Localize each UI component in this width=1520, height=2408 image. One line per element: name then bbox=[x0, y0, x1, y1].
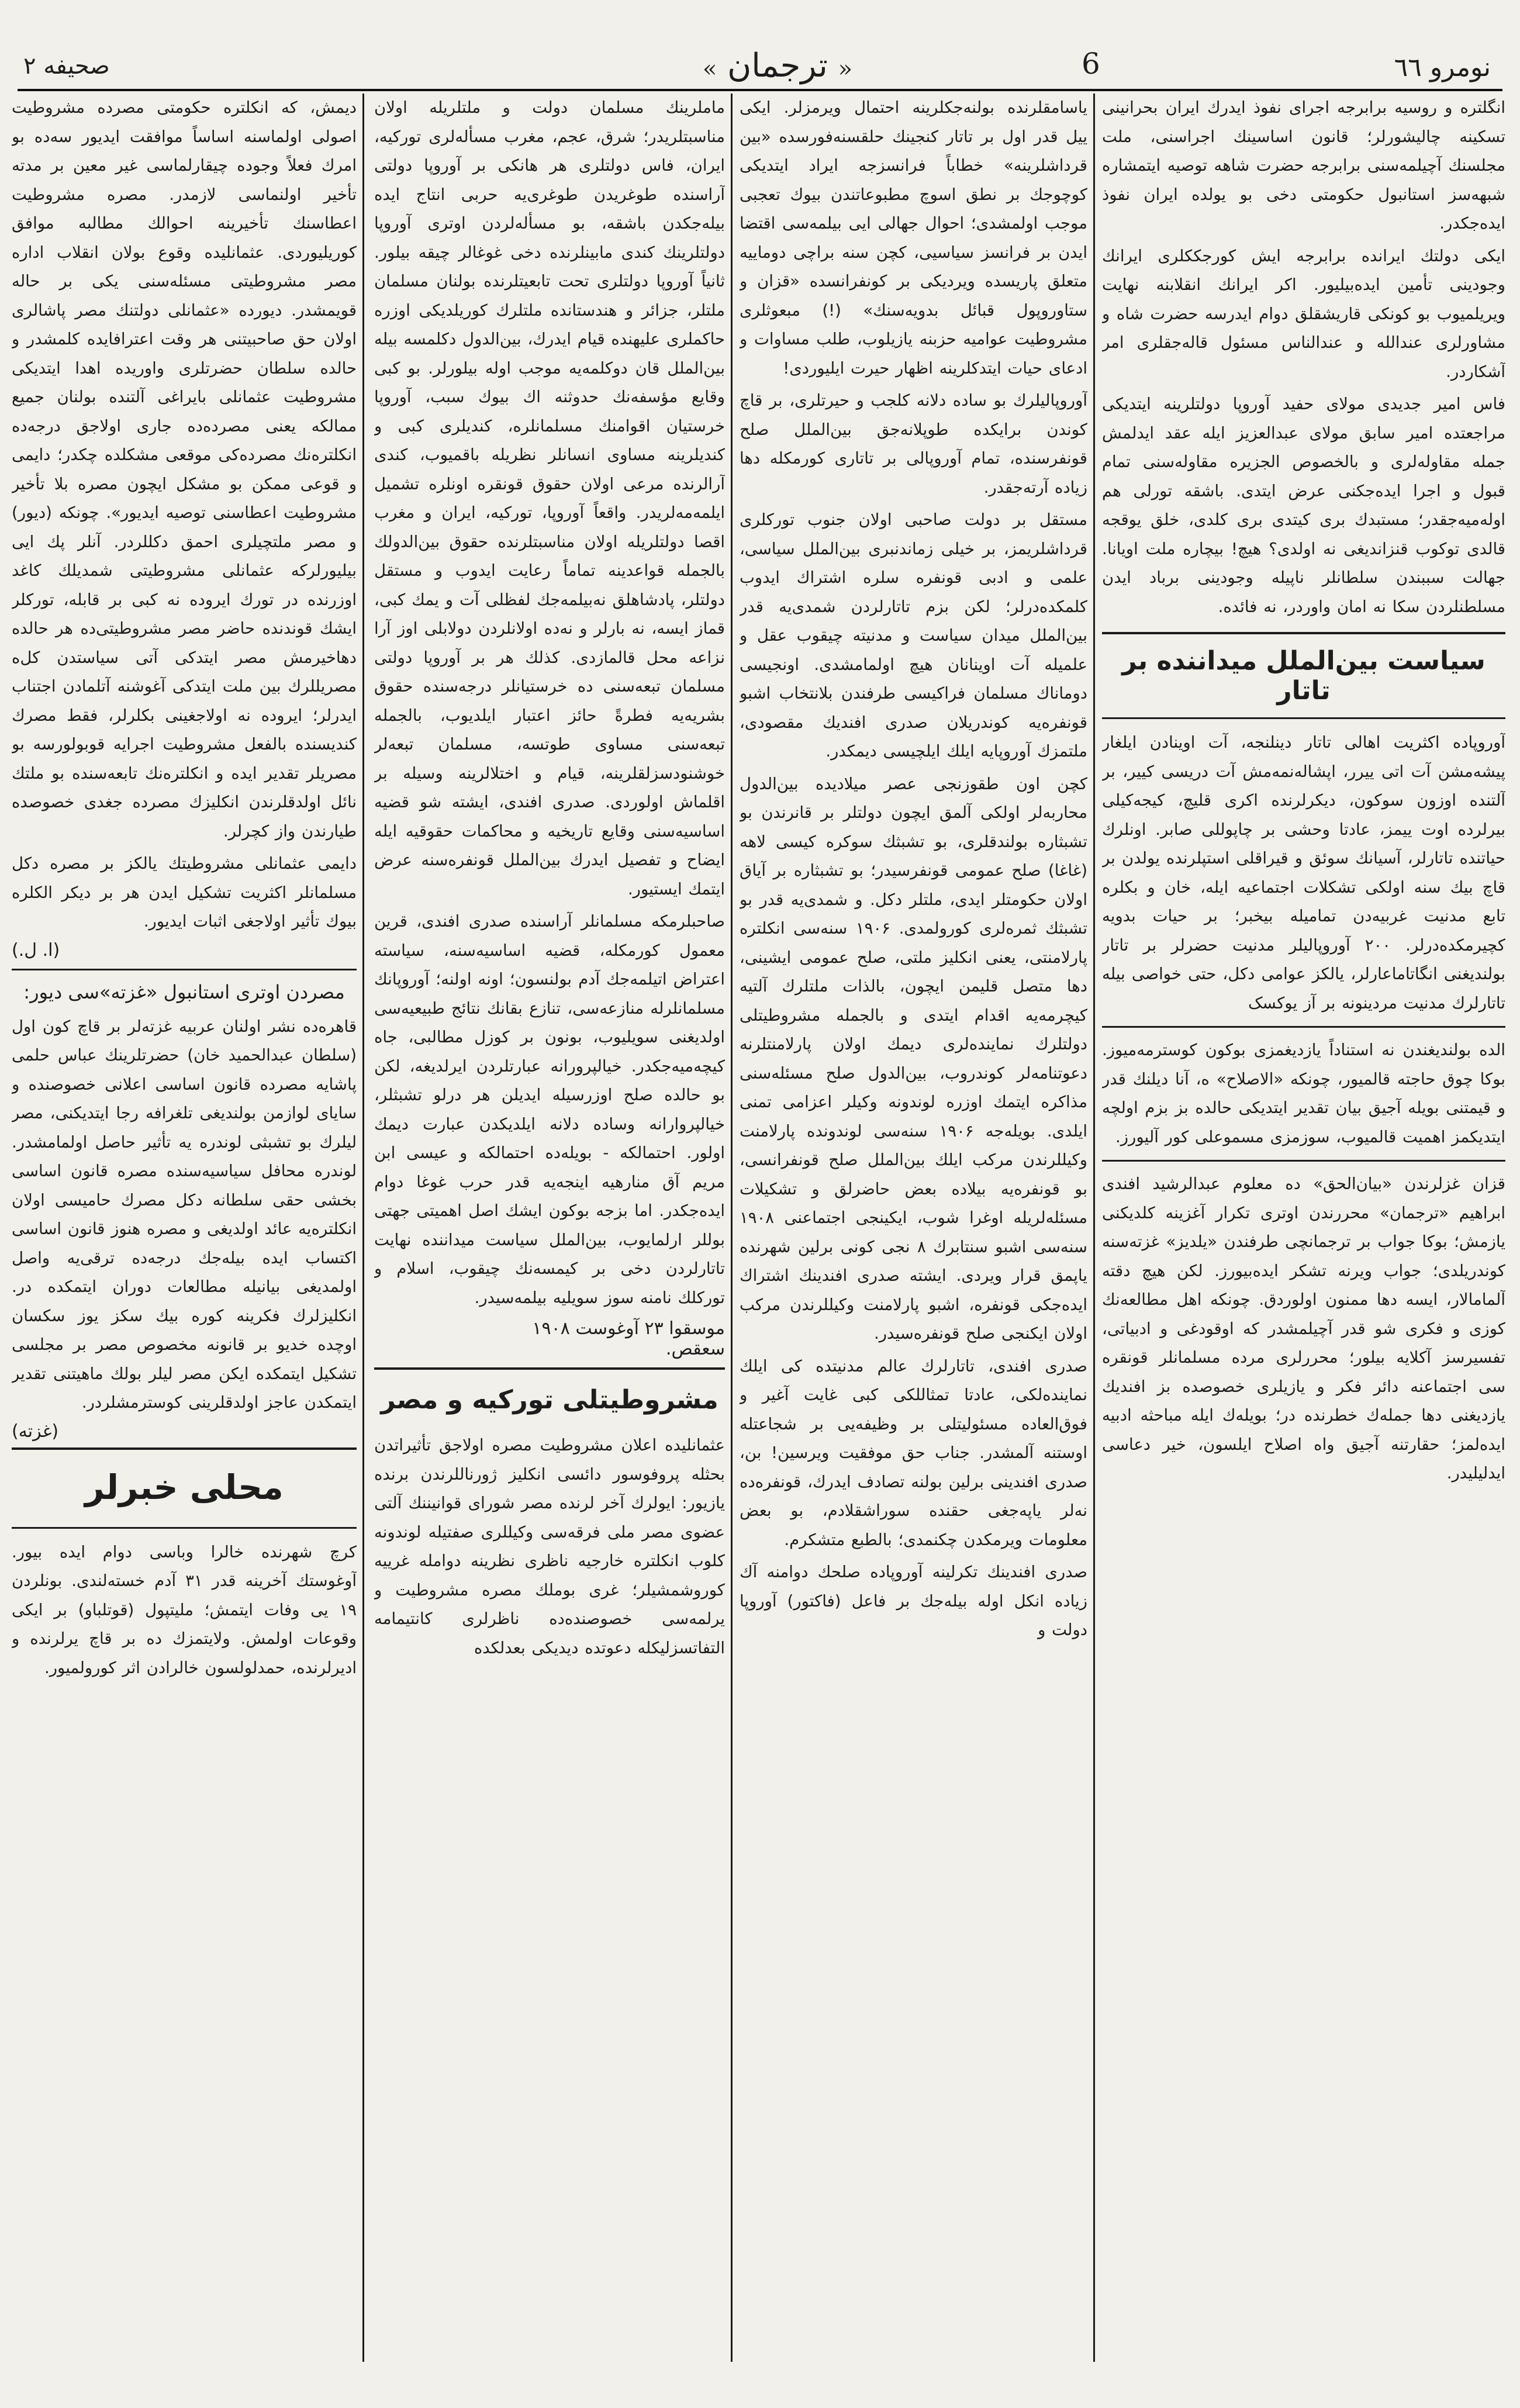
ornament-right-icon: » bbox=[702, 56, 717, 82]
article-dateline: موسقوا ۲۳ آوغوست ۱۹۰۸ bbox=[532, 1318, 725, 1339]
article-attribution: (ا. ل.) bbox=[12, 939, 60, 961]
masthead bbox=[678, 47, 877, 85]
column-2 bbox=[740, 94, 1087, 2374]
section-rule bbox=[374, 1367, 725, 1370]
column-rule-2 bbox=[731, 94, 733, 2362]
article-paragraph: صدری افندینك تکرلینه آوروپاده صلحك دوامنه آك زیاده انکل اوله بیله‌جك بر فاعل (فاکتور) آوروپا دولت و bbox=[740, 1563, 1087, 1639]
column-1 bbox=[1102, 94, 1505, 2374]
handwritten-page-number: 6 bbox=[1082, 47, 1100, 81]
masthead-title: ترجمان bbox=[727, 47, 828, 85]
issue-number: نومرو ٦٦ bbox=[1394, 53, 1491, 82]
article-paragraph: صدری افندی، تاتارلرك عالم مدنیتده کی ایلك نماینده‌لکی، عادتا تمثاللکی کبی غایت آغیر و فوق‌العاده مسئولیتلی بر وظیفه‌یی بر شجاعتله اوستنه آلمشدر. جناب حق موفقیت ویرسین! بن، صدری افندینی برلین بولنه تصادف ایدرك، قونفره‌ده نه‌لر یاپه‌جغی حقنده سوراشقلادم، بو بعض معلومات ویرمکدن چکنمدی؛ بالطبع متشکرم. bbox=[740, 1356, 1087, 1549]
article-paragraph: ایکی دولتك ایرانده برابرجه ایش کورجککلری ایرانك وجودینی تأمین ایده‌بیلیور. اکر ایرانك انقلابنه نهایت ویریلمیوب بو کونکی قاریشقلق دوام ایدرسه حضرت شاه و مشاورلری عندالله و عندالناس مسئول قاله‌جقلری امر آشکاردر. bbox=[1102, 246, 1505, 381]
section-rule bbox=[1102, 1026, 1505, 1028]
article-signature: سعقص. bbox=[665, 1339, 725, 1359]
article-heading: مشروطیتلی تورکیه و مصر bbox=[381, 1385, 718, 1415]
article-paragraph: یاسامقلرنده بولنه‌جکلرینه احتمال ویرمزلر. ایکی ییل قدر اول بر تاتار کنجینك حلقسنه‌فورسده «بین قرداشلرینه» خطاباً فرانسزجه ایراد ایتدیکی کوچوجك بر نطق اسوچ مطبوعاتندن بیوك تعجبی موجب اولمشدی؛ احوال جهالی ایی بیلمه‌سی اقتضا ایدن بر فرانسز سیاسیی، کچن سنه براچی دوماییه متعلق پاریسده ویردیکی بر کونفرانسده «قزان و ستاوروپول قبائل بدویه‌سنك» (!) مبعوثلری مشروطیت عوامیه حزبنه یازیلوب، طلب مساوات و ادعای حیات ایتدکلرینه اظهار حیرت ایلیوردی! bbox=[740, 98, 1087, 378]
column-rule-3 bbox=[362, 94, 364, 2362]
article-paragraph: کرچ شهرنده خالرا وباسی دوام ایده بیور. آوغوستك آخرینه قدر ۳۱ آدم خسته‌لندی. بونلردن ۱۹ یی وفات ایتمش؛ ملیتپول (قوتلباو) بر ایکی وقوعات اولمش. ولایتمزك ده بر قاچ یرلرنده و ادیرلرنده، حمدلولسون خالرادن اثر کورولمیور. bbox=[12, 1542, 357, 1677]
article-paragraph: عثمانلیده اعلان مشروطیت مصره اولاجق تأثیراتدن بحثله پروفوسور دائسی انکلیز ژورناللرندن برنده یازیور: ایولرك آخر لرنده مصر شورای قوانیننك آلتی عضوی مصر ملی فرقه‌سی وکیللری صفتیله لوندونه کلوب انکلتره خارجیه ناظری نظرینه دوامله غرییه کوروشمشیلر؛ غری بوملك مصره مشروطیت و یرلمه‌سی خصوصنده‌ده ناظرلری کانتیمامه التفاتسزلیکله دعوتده دیدیکی بعدلکده bbox=[374, 1436, 725, 1657]
article-source: (غزته) bbox=[12, 1421, 59, 1442]
page-header bbox=[18, 23, 1502, 88]
article-paragraph: آوروپالیلرك بو ساده دلانه کلجب و حیرتلری، بر قاچ کوندن برایکده طوپلانه‌جق بین‌الملل صلح قونفرسنده، تمام آوروپالی بر تاتاری کورمکله دها زیاده آرته‌جقدر. bbox=[740, 391, 1087, 497]
article-paragraph: قاهره‌ده نشر اولنان عربیه غزته‌لر بر قاچ کون اول (سلطان عبدالحمید خان) حضرتلرینك عباس حلمی پاشایه مصرده قانون اساسی اعلانی خصوصنده و سایای لوازمن بولندیغی تلغرافه رجا ایتدیکنی، مصر لیلرك بو تشبثی لوندره یه تأثیر حاصل اولمامشدر. لوندره محافل سیاسیه‌سنده مصره قانون اساسی بخشی حقی سلطانه دکل مصرك حامیسی اولان انکلتره‌یه عائد اولدیغی و مصره هنوز قانون اساسی اکتساب ایده بیله‌جك درجه‌ده ترقی‌یه واصل اولمدیغی بیانیله مطالعات دوران ایتمکده در. انکلیزلرك فکرینه کوره بیك سکز یوز سکسان اوچده خدیو بر قانونه مخصوص مصر بر مجلسی تشکیل ایتمکده ایکن مصر لیلر بولك ماهیتنی تقدیر ایتمکدن عاجز اولدقلرینی کوسترمشلردر. bbox=[12, 1017, 357, 1412]
article-paragraph: ماملرینك مسلمان دولت و ملتلریله اولان مناسبتلریدر؛ شرق، عجم، مغرب مسأله‌لری تورکیه، ایران، فاس دولتلری هر هانکی بر آوروپا دولتی آراسنده طوغریدن طوغری‌یه حربی انتاج ایده بیله‌جکدن باشقه، بو مسأله‌لردن اوتری آوروپا دولتلرینك کندی مابینلرنده دخی غوغالر چیقه بیلور. ثانیاً آوروپا دولتلری تحت تابعیتلرنده بولنان مسلمان ملتلر، جزائر و هندستانده ملتلرك کوریلدیکی اوزره حاکملری علیهنده قیام ایدرك، بین‌الدول دکلمسه بیله بین‌الملل قان دوکلمه‌یه موجب اوله بیلورلر. بو کبی وقایع مؤسفه‌نك حدوثنه اك بیوك سبب، آوروپا خرستیان اقوامنك مسلمانلره، کندیلری کبی و کندیلرینه مساوی انسانلر نظریله باقمیوب، کندی آرالرنده مرعی اولان حقوق قونقره اونلره تشمیل ایلمه‌مه‌لریدر. واقعاً آوروپا، تورکیه، ایران و مغرب اقصا دولتلریله اولان مناسبتلرنده حقوق بین‌الدولك بالجمله قواعدینه تماماً رعایت ایدوب و مستقل دولتلر، پادشاهلق نه‌بیلمه‌جك لفظلی آت و یمك کبی، قماز ایسه، نه بارلر و نه‌ده اولانلردن دولابلی اوز آرا نزاعه محل قالمازدی. کذلك هر بر آوروپا دولتی مسلمان تبعه‌سنی ده خرستیانلر درجه‌سنده حقوق بشریه‌یه فطرةً حائز اعتبار ایلدیوب، بالجمله تبعه‌سنی مساوی طوتسه، مسلمان تبعه‌لر خوشنودسزلقلرینه، قیام و اختلالرینه وسیله بر اقلماش اولوردی. صدری افندی، ایشته شو قضیه اساسیه‌سنی وقایع تاریخیه و محاکمات حقوقیه ایله ایضاح و تفصیل ایدرك بین‌الملل قونفره‌سنه عرض ایتمك ایستیور. bbox=[374, 98, 725, 899]
article-paragraph: دایمی عثمانلی مشروطیتك یالکز بر مصره دکل مسلمانلر اکثریت تشکیل ایدن هر بر دیکر الکلره بیوك تأثیر اولاجغی اثبات ایدیور. bbox=[12, 854, 357, 931]
section-rule bbox=[1102, 717, 1505, 719]
article-paragraph: صاحبلرمکه مسلمانلر آراسنده صدری افندی، قرین معمول کورمکله، قضیه اساسیه‌سنه، سیاسته اعتراض اتیلمه‌جك آدم بولنسون؛ اونه اولنه؛ آوروپانك مسلمانلرله منازعه‌سی، تنازع بقانك نتائج طبیعیه‌سی اولدیغنی سویلیوب، بونون بر کوزل مطالبی، جاه کیچه‌میه‌جکدر. خیالپرورانه عبارتلردن ایرلدیغه، لکن بو حالده صلح اوزرسیله ایدیلن هر درلو تشبثلر، خیالپروارانه وساده دلانه ایلدیکدن عبارت دیمك اولور. احتمالکه - بویله‌ده احتمالکه و عیسی ابن مریم آق منارهیه اینجه‌یه قدر حرب غوغا دوام ایده‌جکدر. اما بزجه بوکون ایشك اصل اهمیتی جهتی بوللر ارلمایوب، بین‌الملل سیاست میداننده نهایت تاتارلردن دخی بر کیمسه‌نك چیقوب، اسلام و تورکلك نامنه سوز سویلیه بیلمه‌سیدر. bbox=[374, 912, 725, 1307]
header-rule bbox=[18, 89, 1502, 91]
article-paragraph: دیمش، که انکلتره حکومتی مصرده مشروطیت اصولی اولماسنه اساساً موافقت ایدیور سه‌ده بو امرك فعلاً وجوده چیقارلماسی غیر معین بر مدته تأخیر اولنماسی لازمدر. مصره مشروطیت اعطاسنك تأخیرینه احوالك مطالبه موافق کوریلیوردی. عثمانلیده وقوع بولان انقلاب اداره مصر مشروطیتی مسئله‌سنی یکی بر حاله قویمشدر. دیورده «عثمانلی دولتنك مصر پاشالری اولان حق صاحبیتنی هر وقت اعترافایده کلمشدر و حالده سلطان حضرتلری واوریده اهدا ایتدیکی مشروطیت عثمانلی بایراغی آلتنده بولنان جمیع ممالکه یعنی مصرده‌ده جاری اولاجق درجه‌ده انکلتره‌نك مصرده‌کی موقعی مشکلده چکدر؛ دایمی و قوعی ممکن بو مشکل ایچون مصره بلا تأخیر مشروطیت اعطاسنی توصیه ایدیور». چونکه (دیور) و مصر ملتچیلری احمق دکللردر. آنلر پك ایی بیلیورلرکه عثمانلی مشروطیتی شمدیلك کاغد اوزرنده در تورك ایروده نه کبی بر قابله، تورکلر ایشك قوندنده حاضر مصر مشروطیتی‌ده هر حالده دهاخیرمش مصر ایتدکی آتی سیاستدن کل‌ه مصریللرك بین ملت ایتدکی آغوشنه آتلمادن اجتناب ایدرلر؛ ایروده نه اولاجغینی بکلرلر، فقط مصرك کندیسنده بالفعل مشروطیت اجرایه قوبولورسه بو مصریلر تقدیر ایده و انکلتره‌نك تابعه‌سنده بو ملتك نائل اولدقلرندن انکلیزك مصرده جغدی خصوصده طیارندن واز کچرلر. bbox=[12, 98, 357, 841]
column-rule-1 bbox=[1093, 94, 1095, 2362]
article-paragraph: فاس امیر جدیدی مولای حفید آوروپا دولتلرینه ایتدیکی مراجعتده امیر سابق مولای عبدالعزیز ایله عقد ایدلمش جمله مقاوله‌لری و بالخصوص الجزیره مقاوله‌سنی تمام قبول و اجرا ایده‌جکنی عرض ایتدی. باشقه تورلی هم اوله‌میه‌جقدر؛ مستبدك بری کیتدی بری کلدی، خلق یوقجه قالدی توکوب قنزاندیغی نه اولدی؟ هیچ! بیچاره ملت اویانا. جهالت سببندن سلطانلر ناپیله وجودینی برباد ایدن مسلطنلردن سکا نه امان واوردر، نه فائده. bbox=[1102, 395, 1505, 616]
section-rule bbox=[12, 969, 357, 970]
section-rule bbox=[1102, 1160, 1505, 1162]
section-rule bbox=[12, 1447, 357, 1450]
section-rule bbox=[1102, 632, 1505, 634]
article-heading: سیاست بین‌الملل میداننده بر تاتار bbox=[1122, 646, 1486, 706]
article-heading: مصردن اوتری استانبول «غزته»سی دیور: bbox=[23, 980, 345, 1003]
article-paragraph: قزان غزلرندن «بیان‌الحق» ده معلوم عبدالرشید افندی ابراهیم «ترجمان» محررندن اوتری تکرار آغزینه کلدیکنی یازمش؛ بوکا جواب بر ترجمانچی طرفندن «یلدیز» غزته‌سنه کوندریلدی؛ جواب ویرنه تشکر ایده‌بیورز. لکن هیچ دقته آلمامالار، ایسه دها ممنون اولوردق. چونکه اهل مطالعه‌نك کوزی و فکری شو قدر آچیلمشدر که اوقودغی و ادبیاتی، تفسیرسز آکلایه بیلور؛ محررلری مرده مسلمانلر قونقره سی اجتماعنه دائر فکر و یازیلری خصوصده بز افندیك یازدیغنی دها جمله‌ك خطرنده در؛ بویله‌ك ایله مباحثه ادبیه ایده‌لمز؛ حقارتنه آجیق واه اصلاح ایلسون، خیر دعاسی ایدلیلیدر. bbox=[1102, 1174, 1505, 1483]
article-paragraph: آوروپاده اکثریت اهالی تاتار دینلنجه، آت اوینادن ایلغار پیشه‌مشن آت اتی ییرر، اپشاله‌نمه‌مش آت دریسی کییر، بر آلتنده اوزون سوکون، دیکرلرنده اکری قلیچ، کیجه‌کیلی بیرلرده اوت ییمز، عادتا وحشی بر چاپوللی صابر. اونلرك حیاتنده تاتارلر، آسیانك سوئق و قیراقلی استپلرنده یولدن بر قاچ بیك سنه اولکی تشکلات اجتماعیه ایله، خان و بکلره تابع مدنیت غربیه‌دن تمامیله بیخبر؛ بر حیات بدویه کچیرمکده‌درلر. ۲۰۰ آوروپالیلر مدنیت حضرلر بر تاتار بولندیغنی انگاتاماعارلر، یالکز عوامی دکل، حتی خواصی بیله تاتارلرك مدنیت مردینونه بر آز یوکسک bbox=[1102, 733, 1505, 1013]
column-3 bbox=[374, 94, 725, 2374]
local-news-heading: محلی خبرلر bbox=[85, 1467, 284, 1507]
article-paragraph: انگلتره و روسیه برابرجه اجرای نفوذ ایدرك ایران بحرانینی تسکینه چالیشورلر؛ قانون اساسینك اجراسنی، ملت مجلسنك آچیلمه‌سنی برابرجه حضرت شاهه توصیه ایتمشاره شبهه‌سز استانبول حکومتی دخی بو یولده ایران نفوذ ایده‌جکدر. bbox=[1102, 98, 1505, 233]
page-label: صحیفه ۲ bbox=[23, 53, 110, 80]
article-paragraph: مستقل بر دولت صاحبی اولان جنوب تورکلری قرداشلریمز، بر خیلی زماندنبری بین‌الملل سیاسی، علمی و ادبی قونفره سلره اشتراك ایدوب کلمکده‌درلر؛ لکن بزم تاتارلردن شمدی‌یه قدر بین‌الملل میدان سیاست و مدنیته چیقوب عقل و علمیله آت اوینانان هیچ اولمامشدی. اونجیسی دوماناك مسلمان فراکیسی طرفندن بلانتخاب اشبو قونفره‌یه کوندریلان صدری افندیك مقصودی، ملتمزك آوروپایه ایلك ایلچیسی دیمکدر. bbox=[740, 510, 1087, 761]
ornament-left-icon: « bbox=[838, 56, 853, 82]
article-paragraph: کچن اون طقوزنجی عصر میلادیده بین‌الدول محاربه‌لر اولکی آلمق ایچون دولتلر بر قانرندن بو تشبثاره بولندقلری، بو تشبثك سوکره کیسی لاهه (غاغا) صلح عمومی قونفرسیدر؛ بو تشبثاره بر آیاق اولان حکومتلر ایدی، ملتلر دکل. و شمدی‌یه قدر بو تشبثك ثمره‌لری کورولمدی. ۱۹۰۶ سنه‌سی انکلتره پارلامنتی، یعنی انکلیز ملتی، صلح عمومی ایشینی، دها متصل قلیمن ایچون، بالذات ملتلرك آلتیه کیچرمه‌یه اقدام ایتدی و بالجمله مشروطیتلی دولتلرك نماینده‌لری دیمك اولان پارلامنتلرنه دعوتنامه‌لر کوندروب، بین‌الدول صلح مسئله‌سنی مذاکره ایتمك اوزره لوندونه وکیلر اعزامی تمنی ایلدی. بویله‌جه ۱۹۰۶ سنه‌سی لوندونده پارلامنت وکیللرندن مرکب ایلك بین‌الملل صلح قونفرانسی، بو قونفره‌یه بیلاده بعض حاضرلق و تشکیلات مسئله‌لریله اوغرا شوب، ایکینجی اجتماعنی ۱۹۰۸ سنه‌سی اشبو سنتابرك ۸ نجی کونی برلین شهرنده یاپمق قرار ویردی. ایشته صدری افندینك اشتراك ایده‌جکی قونفره، اشبو پارلامنت وکیللرندن مرکب اولان ایکنجی صلح قونفره‌سیدر. bbox=[740, 774, 1087, 1343]
column-4 bbox=[12, 94, 357, 2374]
article-paragraph: الده بولندیغندن نه استناداً یازدیغمزی بوکون کوسترمه‌میوز. بوکا چوق حاجته قالمیور، چونکه «الاصلاح» ه، آنا دیلنك قدر و قیمتنی بویله آجیق بیان تقدیر ایتدیکی حالده بز بزم اولچه ایتدیکمز اهمیت قالمیوب، سوزمزی مسموعلی کور آلیورز. bbox=[1102, 1041, 1505, 1146]
section-rule bbox=[12, 1527, 357, 1529]
